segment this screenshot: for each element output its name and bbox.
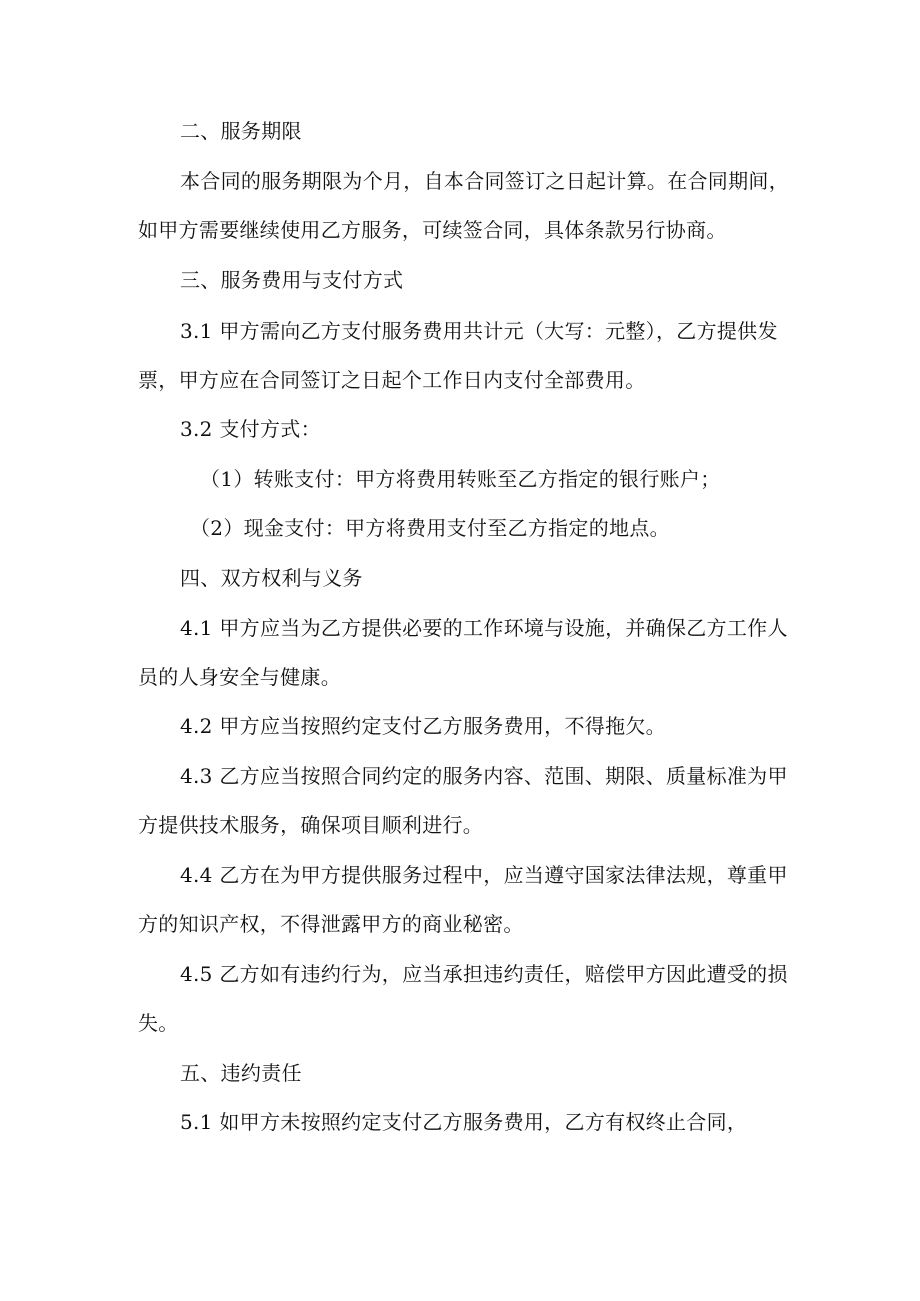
- paragraph-line: 如甲方需要继续使用乙方服务，可续签合同，具体条款另行协商。: [138, 218, 727, 242]
- paragraph-line: 方的知识产权，不得泄露甲方的商业秘密。: [138, 912, 524, 936]
- paragraph-line: 3.1 甲方需向乙方支付服务费用共计元（大写：元整），乙方提供发: [180, 319, 778, 343]
- paragraph-line: 4.3 乙方应当按照合同约定的服务内容、范围、期限、质量标准为甲: [180, 764, 788, 788]
- paragraph-line: 3.2 支付方式：: [180, 417, 321, 441]
- paragraph-line: 4.5 乙方如有违约行为，应当承担违约责任，赔偿甲方因此遭受的损: [180, 962, 788, 986]
- paragraph-line: 本合同的服务期限为个月，自本合同签订之日起计算。在合同期间，: [180, 169, 789, 193]
- paragraph-line: 4.4 乙方在为甲方提供服务过程中，应当遵守国家法律法规，尊重甲: [180, 863, 788, 887]
- paragraph-line: 4.2 甲方应当按照约定支付乙方服务费用，不得拖欠。: [180, 714, 666, 738]
- paragraph-line: 票，甲方应在合同签订之日起个工作日内支付全部费用。: [138, 368, 646, 392]
- paragraph-line: 方提供技术服务，确保项目顺利进行。: [138, 813, 484, 837]
- heading-fees-payment: 三、服务费用与支付方式: [180, 268, 404, 292]
- paragraph-line: 4.1 甲方应当为乙方提供必要的工作环境与设施，并确保乙方工作人: [180, 616, 788, 640]
- heading-rights-obligations: 四、双方权利与义务: [180, 566, 363, 590]
- paragraph-line: 5.1 如甲方未按照约定支付乙方服务费用，乙方有权终止合同，: [180, 1110, 748, 1134]
- heading-service-term: 二、服务期限: [180, 119, 302, 143]
- paragraph-line: 失。: [138, 1011, 179, 1035]
- list-item: （1）转账支付：甲方将费用转账至乙方指定的银行账户；: [200, 467, 721, 491]
- paragraph-line: 员的人身安全与健康。: [138, 665, 341, 689]
- heading-breach-liability: 五、违约责任: [180, 1061, 302, 1085]
- list-item: （2）现金支付：甲方将费用支付至乙方指定的地点。: [190, 516, 670, 540]
